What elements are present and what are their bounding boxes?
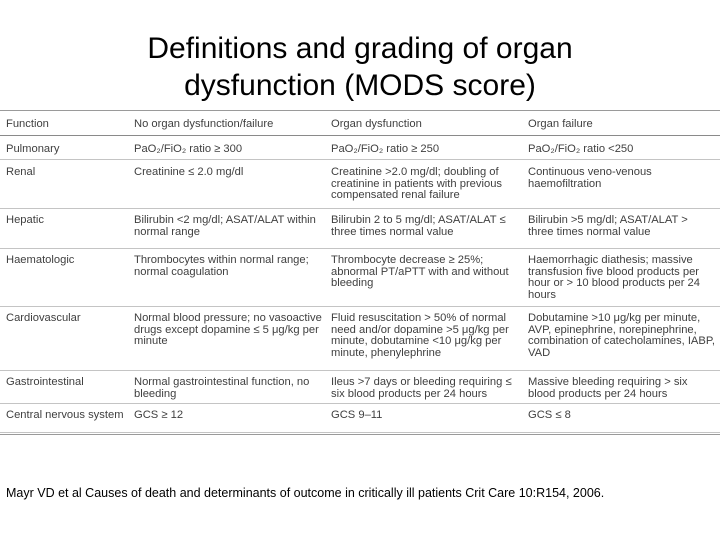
- row-function-label: Haematologic: [6, 254, 75, 266]
- table-cell: GCS ≤ 8: [528, 409, 571, 421]
- row-divider: [0, 432, 720, 433]
- table-cell: Continuous veno-venous haemofiltration: [528, 166, 652, 190]
- table-cell: Normal gastrointestinal function, no bleeding: [134, 376, 310, 400]
- row-function-label: Central nervous system: [6, 409, 124, 421]
- column-header: Organ failure: [528, 118, 593, 130]
- table-cell: PaO₂/FiO₂ ratio ≥ 300: [134, 143, 243, 155]
- header-divider: [0, 135, 720, 136]
- row-function-label: Gastrointestinal: [6, 376, 84, 388]
- row-divider: [0, 306, 720, 307]
- table-cell: Thrombocytes within normal range; normal coagulation: [134, 254, 309, 278]
- row-function-label: Hepatic: [6, 214, 44, 226]
- row-divider: [0, 208, 720, 209]
- column-header: Function: [6, 118, 49, 130]
- column-header: Organ dysfunction: [331, 118, 422, 130]
- table-cell: Dobutamine >10 μg/kg per minute, AVP, epinephrine, norepinephrine, combination of catecholamines, IABP, VAD: [528, 312, 715, 359]
- table-cell: Bilirubin >5 mg/dl; ASAT/ALAT > three times normal value: [528, 214, 688, 238]
- slide-title: [0, 30, 720, 104]
- slide-title-line-1: Definitions and grading of organ: [147, 32, 573, 65]
- column-header: No organ dysfunction/failure: [134, 118, 274, 130]
- table-cell: Normal blood pressure; no vasoactive drugs except dopamine ≤ 5 μg/kg per minute: [134, 312, 322, 347]
- table-cell: Creatinine ≤ 2.0 mg/dl: [134, 166, 244, 178]
- table-cell: Bilirubin 2 to 5 mg/dl; ASAT/ALAT ≤ three times normal value: [331, 214, 506, 238]
- table-cell: Ileus >7 days or bleeding requiring ≤ six blood products per 24 hours: [331, 376, 512, 400]
- table-cell: GCS ≥ 12: [134, 409, 184, 421]
- table-cell: Massive bleeding requiring > six blood products per 24 hours: [528, 376, 688, 400]
- table-cell: PaO₂/FiO₂ ratio <250: [528, 143, 634, 155]
- row-divider: [0, 403, 720, 404]
- mods-score-table: [0, 110, 720, 435]
- row-function-label: Pulmonary: [6, 143, 60, 155]
- table-cell: Thrombocyte decrease ≥ 25%; abnormal PT/aPTT with and without bleeding: [331, 254, 509, 289]
- row-function-label: Renal: [6, 166, 36, 178]
- slide-title-line-2: dysfunction (MODS score): [184, 69, 536, 102]
- table-cell: Bilirubin <2 mg/dl; ASAT/ALAT within normal range: [134, 214, 316, 238]
- row-function-label: Cardiovascular: [6, 312, 81, 324]
- reference-citation: Mayr VD et al Causes of death and determinants of outcome in critically ill patients Crit Care 10:R154, 2006.: [6, 486, 605, 500]
- table-cell: Creatinine >2.0 mg/dl; doubling of creatinine in patients with previous compensated renal failure: [331, 166, 503, 201]
- row-divider: [0, 159, 720, 160]
- table-cell: GCS 9–11: [331, 409, 383, 421]
- table-cell: Haemorrhagic diathesis; massive transfusion five blood products per hour or > 10 blood products per 24 hours: [528, 254, 700, 301]
- table-cell: Fluid resuscitation > 50% of normal need and/or dopamine >5 μg/kg per minute, dobutamine <10 μg/kg per minute, phenylephrine: [331, 312, 509, 359]
- table-cell: PaO₂/FiO₂ ratio ≥ 250: [331, 143, 440, 155]
- row-divider: [0, 248, 720, 249]
- row-divider: [0, 370, 720, 371]
